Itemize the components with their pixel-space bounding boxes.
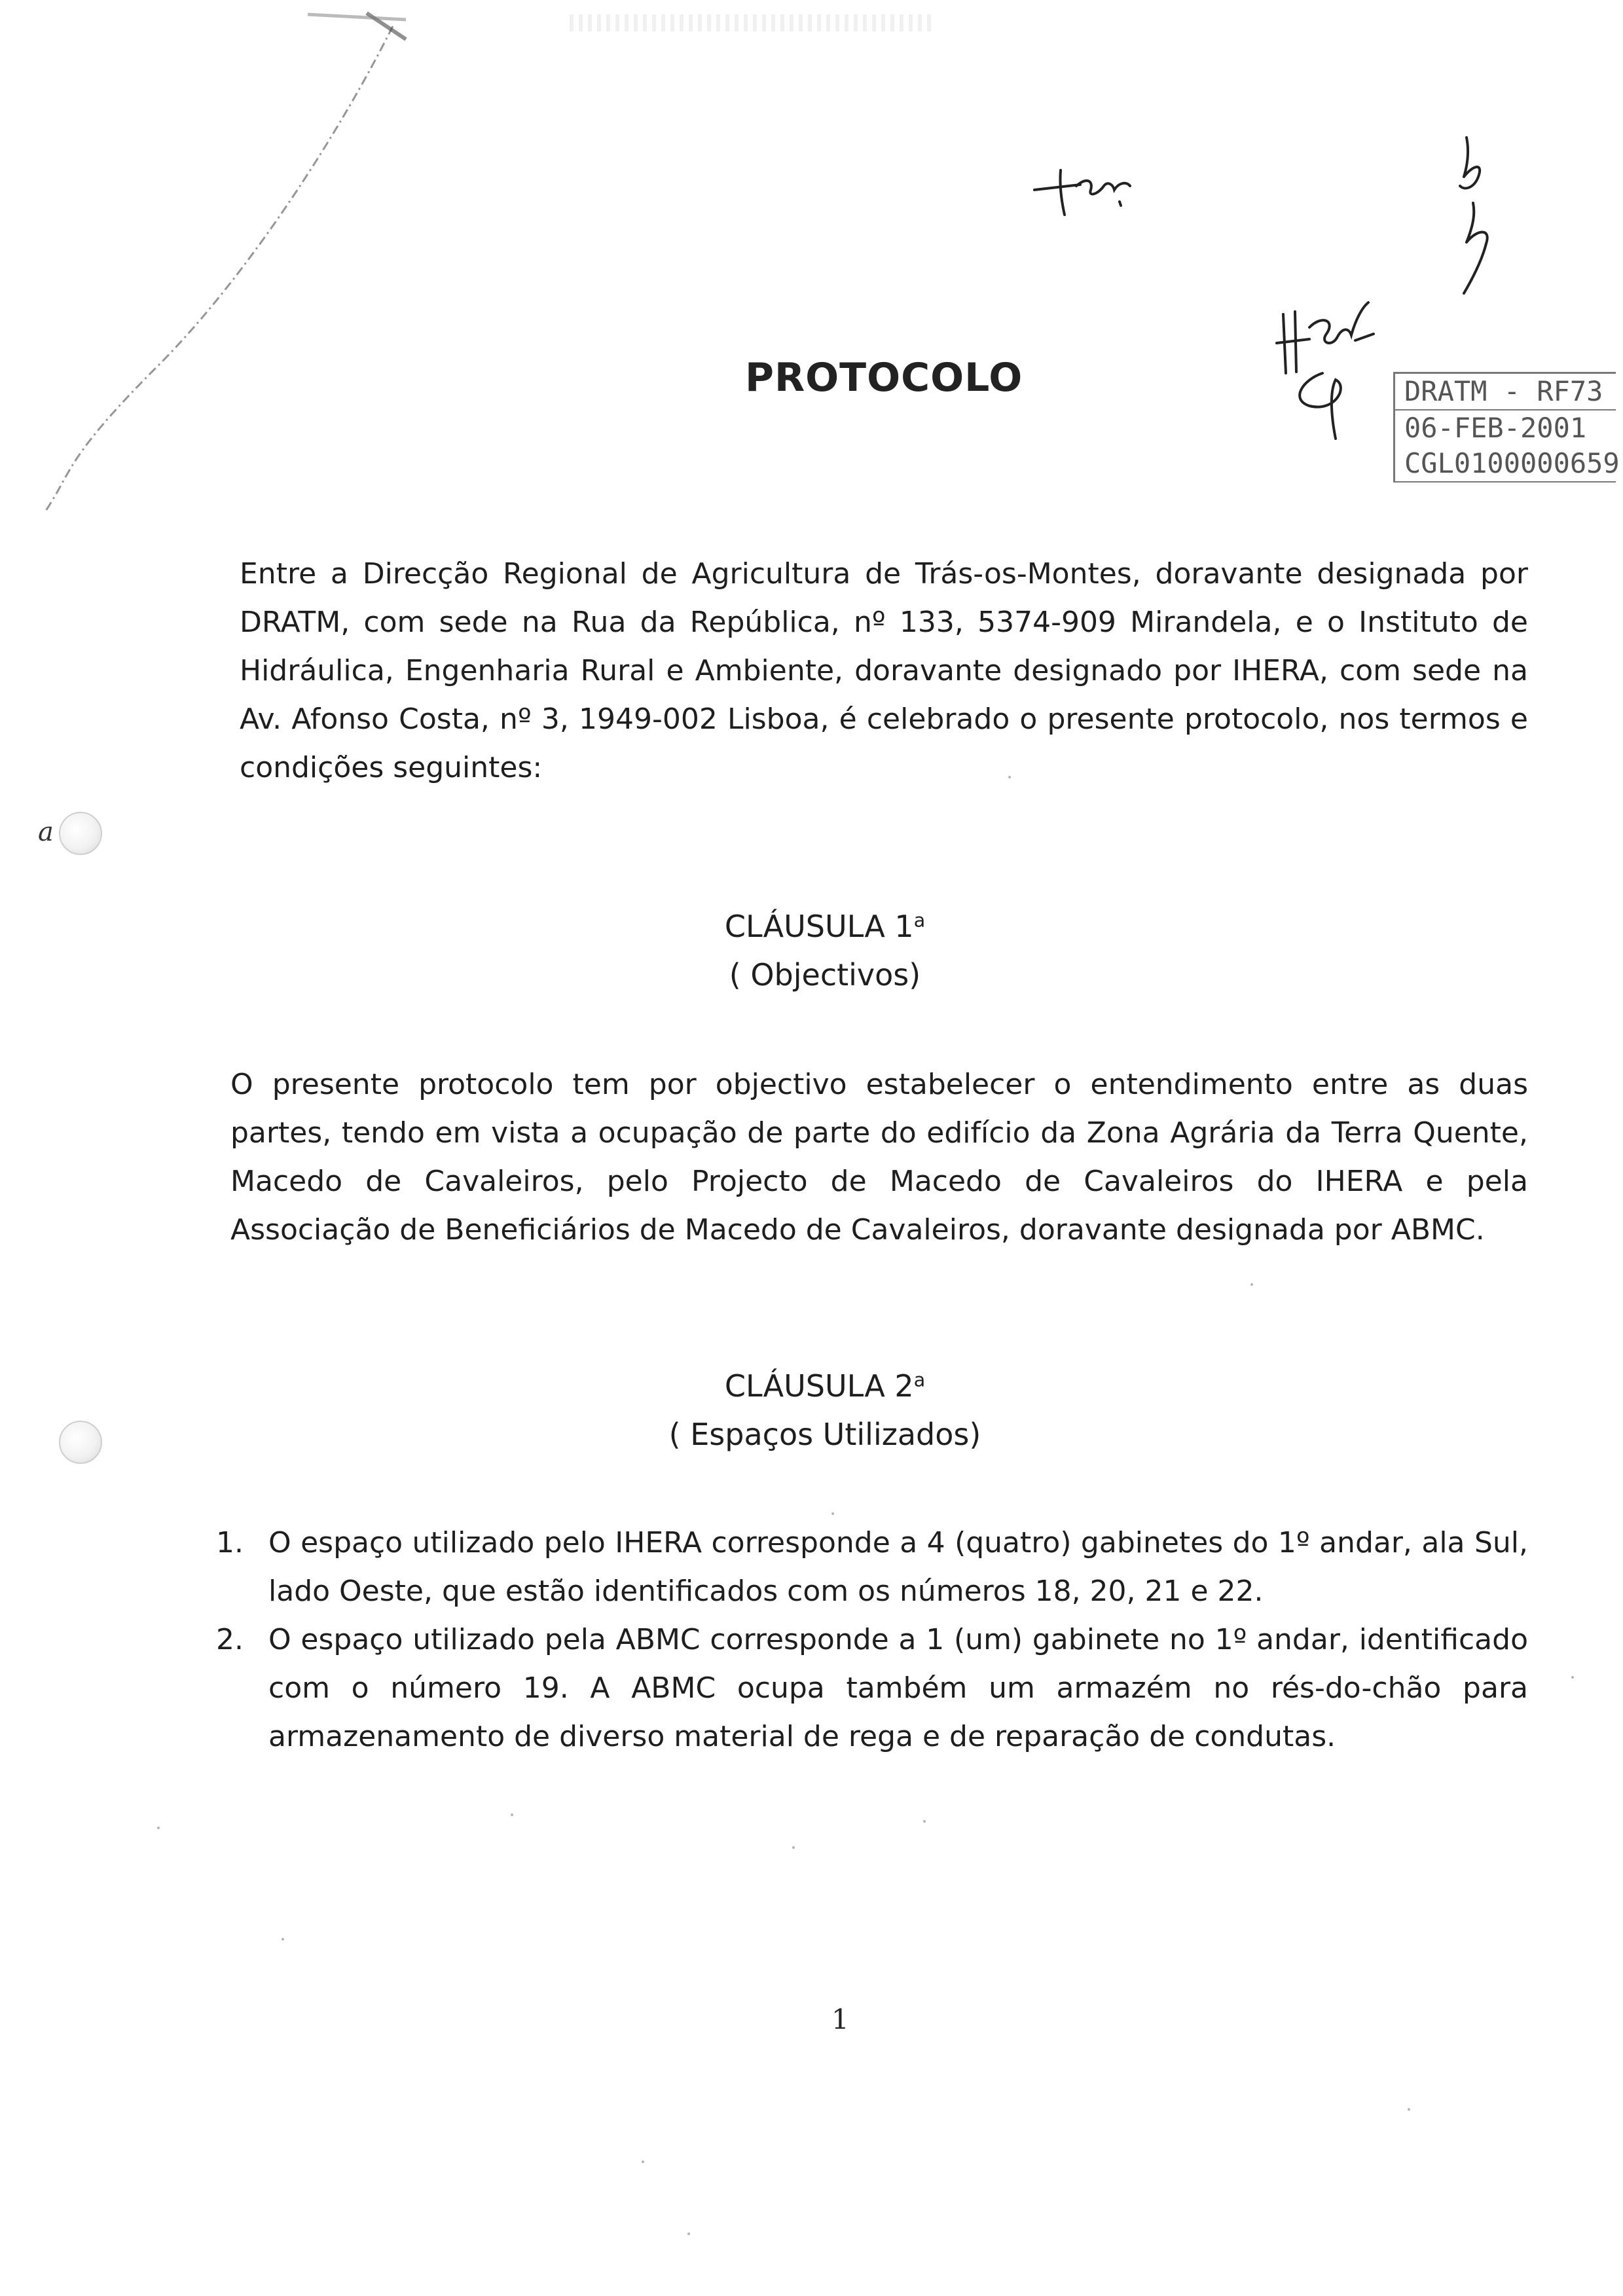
handwritten-initials-top [1021, 151, 1172, 223]
list-item-text: O espaço utilizado pelo IHERA corresponde a 4 (quatro) gabinetes do 1º andar, ala Sul, lado Oeste, que estão identificados com os números 18, 20, 21 e 22. [268, 1526, 1528, 1608]
punch-hole-upper [59, 812, 102, 855]
punch-hole-lower [59, 1421, 102, 1464]
list-item-text: O espaço utilizado pela ABMC corresponde a 1 (um) gabinete no 1º andar, identificado com o número 19. A ABMC ocupa também um armazém no rés-do-chão para armazenamento de diverso material de rega e de reparação de condutas. [268, 1623, 1528, 1753]
clause-1-label [661, 902, 989, 951]
handwritten-initials-right [1440, 131, 1519, 301]
stamp-line-1: DRATM - RF73 [1393, 372, 1616, 409]
list-item-number: 2. [216, 1623, 244, 1656]
intro-paragraph: Entre a Direcção Regional de Agricultura de Trás-os-Montes, doravante designada por DRATM, com sede na Rua da República, nº 133, 5374-909 Mirandela, e o Instituto de Hidráulica, Engenharia Rural e Ambiente, doravante designado por IHERA, com sede na Av. Afonso Costa, nº 3, 1949-002 Lisboa, é celebrado o presente protocolo, nos termos e condições seguintes: [240, 557, 1528, 784]
scan-speckle [642, 2160, 644, 2163]
receipt-stamp [1393, 372, 1620, 509]
clause-1-ordinal: a [913, 909, 926, 932]
scan-speckle [923, 1820, 926, 1823]
clause-1-subtitle: ( Objectivos) [729, 957, 921, 993]
scan-speckle [282, 1938, 284, 1941]
list-item [216, 1519, 1528, 1616]
page-number: 1 [831, 2003, 849, 2035]
clause-1-text: O presente protocolo tem por objectivo estabelecer o entendimento entre as duas partes, tendo em vista a ocupação de parte do edifício da Zona Agrária da Terra Quente, Macedo de Cavaleiros, pelo Projecto de Macedo de Cavaleiros do IHERA e pela Associação de Beneficiários de Macedo de Cavaleiros, doravante designada por ABMC. [230, 1068, 1528, 1247]
list-item-number: 1. [216, 1526, 244, 1559]
stamp-line-2: 06-FEB-2001 [1393, 409, 1616, 446]
clause-1-heading [661, 902, 989, 999]
scan-smudge [570, 14, 936, 31]
clause-2-heading [629, 1362, 1021, 1459]
list-item [216, 1616, 1528, 1761]
clause-2-subtitle: ( Espaços Utilizados) [668, 1417, 981, 1452]
scan-speckle [1250, 1283, 1253, 1286]
clause-2-list [216, 1519, 1528, 1761]
scan-speckle [687, 2232, 690, 2235]
scan-speckle [1571, 1676, 1574, 1679]
clause-1-label-text: CLÁUSULA 1 [724, 909, 914, 944]
margin-mark: a [38, 817, 54, 847]
handwritten-signature [1264, 288, 1395, 452]
clause-2-ordinal: a [913, 1369, 926, 1391]
scan-speckle [511, 1813, 513, 1816]
scan-speckle [1408, 2108, 1410, 2111]
scan-speckle [792, 1846, 795, 1849]
scan-speckle [1008, 776, 1011, 778]
stamp-line-3: CGL0100000659 [1393, 446, 1616, 483]
clause-2-label-text: CLÁUSULA 2 [724, 1368, 914, 1404]
scan-speckle [831, 1512, 834, 1515]
clause-2-label [629, 1362, 1021, 1410]
document-title: PROTOCOLO [745, 355, 1023, 401]
scan-speckle [157, 1827, 160, 1829]
